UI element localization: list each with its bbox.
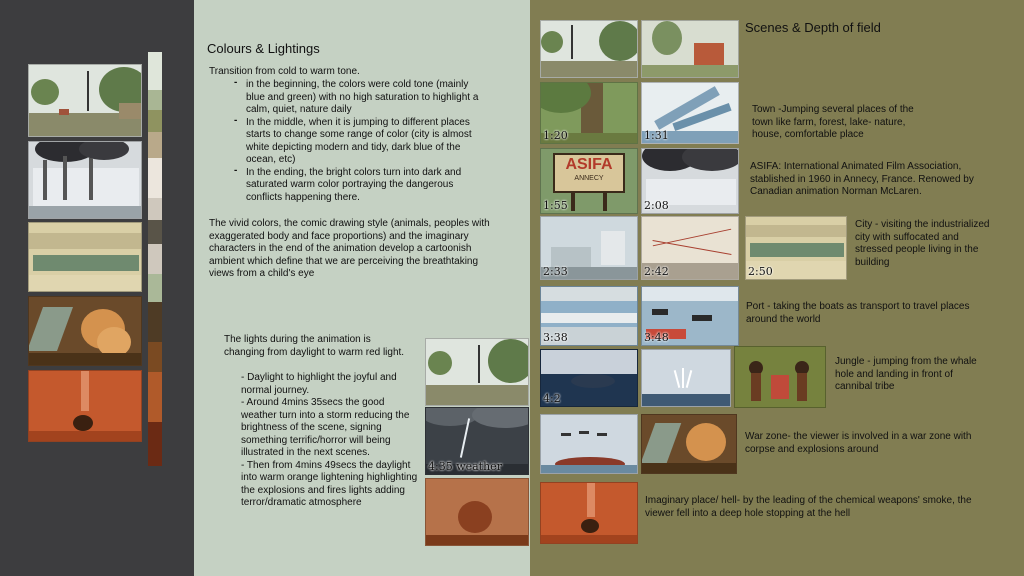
stamp-2-42: 2:42	[644, 265, 669, 278]
stamp-3-38: 3:38	[543, 331, 568, 344]
thumb-industrial-city	[28, 141, 142, 219]
palette-swatch-6	[148, 198, 162, 220]
lights-point: - Then from 4mins 49secs the daylight into warm orange lightening highlighting the explosions and fires lights adding terror/dramatic atmosphere	[241, 459, 418, 508]
palette-swatch-1	[148, 52, 162, 90]
palette-swatch-9	[148, 274, 162, 302]
scene-thumb-whale-spout	[641, 349, 731, 407]
caption-city: City - visiting the industrialized city with suffocated and stressed people living in the building	[855, 219, 990, 268]
scene-thumb-building	[745, 216, 847, 280]
stamp-2-50: 2:50	[748, 265, 773, 278]
scene-thumb-asifa-sign	[540, 148, 638, 214]
lights-points	[241, 372, 419, 510]
colours-heading: Colours & Lightings	[207, 41, 320, 56]
thumb-building-facade	[28, 222, 142, 292]
colours-point: - in the beginning, the colors were cold tone (mainly blue and green) with no high saturation to highlight a calm, quiet, nature daily	[234, 77, 479, 115]
palette-swatch-2	[148, 90, 162, 110]
palette-swatch-8	[148, 244, 162, 274]
lights-point: - Daylight to highlight the joyful and normal journey.	[241, 372, 397, 396]
scene-thumb-hell	[540, 482, 638, 544]
stamp-1-20: 1:20	[543, 129, 568, 142]
stamp-3-48: 3:48	[644, 331, 669, 344]
stamp-2-08: 2:08	[644, 199, 669, 212]
thumb-town-farm	[28, 64, 142, 137]
scene-thumb-lake-splash	[641, 82, 739, 144]
scene-thumb-city-street	[641, 216, 739, 280]
colours-paragraph: The vivid colors, the comic drawing style (animals, peoples with exaggerated body and face proportions) and the imaginary characters in the end of the animation develop a cartoonish ambient which define that we are perceiving the breathtaking views from a child's eye	[209, 218, 490, 279]
scene-thumb-warzone	[641, 414, 737, 474]
palette-swatch-5	[148, 158, 162, 198]
scene-thumb-city-skyline	[540, 216, 638, 280]
colours-point: - In the middle, when it is jumping to different places starts to change some range of color (city is almost white depicting modern and tidy, dark blue of the ocean, etc)	[234, 114, 472, 165]
scene-thumb-house	[641, 20, 739, 78]
colours-intro: Transition from cold to warm tone.	[209, 66, 360, 77]
palette-swatch-12	[148, 372, 162, 422]
asifa-sign-title: ASIFA	[565, 156, 613, 173]
stamp-storm: 4:35 weather	[428, 460, 502, 473]
colours-points	[232, 79, 482, 204]
stamp-4-2: 4:2	[543, 392, 561, 405]
lights-intro: The lights during the animation is changing from daylight to warm red light.	[224, 334, 405, 358]
palette-swatch-3	[148, 110, 162, 132]
stamp-2-33: 2:33	[543, 265, 568, 278]
scene-thumb-whale	[540, 349, 638, 407]
palette-swatch-4	[148, 132, 162, 158]
lights-thumb-daylight	[425, 338, 529, 406]
caption-port: Port - taking the boats as transport to travel places around the world	[746, 301, 970, 325]
stamp-1-55: 1:55	[543, 199, 568, 212]
caption-hell: Imaginary place/ hell- by the leading of the chemical weapons' smoke, the viewer fell into a deep hole stopping at the hell	[645, 495, 972, 519]
scene-thumb-farm	[540, 20, 638, 78]
asifa-sign-sub: ANNECY	[574, 175, 604, 182]
lights-thumb-warm	[425, 478, 529, 546]
scenes-heading: Scenes & Depth of field	[745, 20, 881, 35]
caption-town: Town -Jumping several places of the town like farm, forest, lake- nature, house, comfortable place	[752, 104, 914, 140]
scene-thumb-smoke-city	[641, 148, 739, 214]
scene-thumb-forest	[540, 82, 638, 144]
caption-war: War zone- the viewer is involved in a war zone with corpse and explosions around	[745, 431, 972, 455]
palette-swatch-13	[148, 422, 162, 466]
scene-thumb-planes	[540, 414, 638, 474]
stamp-1-31: 1:31	[644, 129, 669, 142]
colours-point: - In the ending, the bright colors turn into dark and saturated warm color portraying the dangerous conflicts happening there.	[234, 164, 462, 203]
lights-thumb-storm	[425, 407, 529, 475]
palette-swatch-11	[148, 342, 162, 372]
scene-thumb-port-boats	[641, 286, 739, 346]
palette-swatch-7	[148, 220, 162, 244]
lights-point: - Around 4mins 35secs the good weather turn into a storm reducing the brightness of the scene, signing something terrific/horror will being illustrated in the next scenes.	[241, 397, 410, 458]
caption-asifa: ASIFA: International Animated Film Association, stablished in 1960 in Annecy, France. Renowed by Canadian animation Norman McLaren.	[750, 161, 974, 197]
scene-thumb-tribe	[734, 346, 826, 408]
palette-swatch-10	[148, 302, 162, 342]
thumb-war-explosion	[28, 296, 142, 366]
scene-thumb-port-aerial	[540, 286, 638, 346]
asifa-sign	[553, 153, 625, 193]
thumb-hell-orange	[28, 370, 142, 442]
caption-jungle: Jungle - jumping from the whale hole and landing in front of cannibal tribe	[835, 356, 977, 392]
